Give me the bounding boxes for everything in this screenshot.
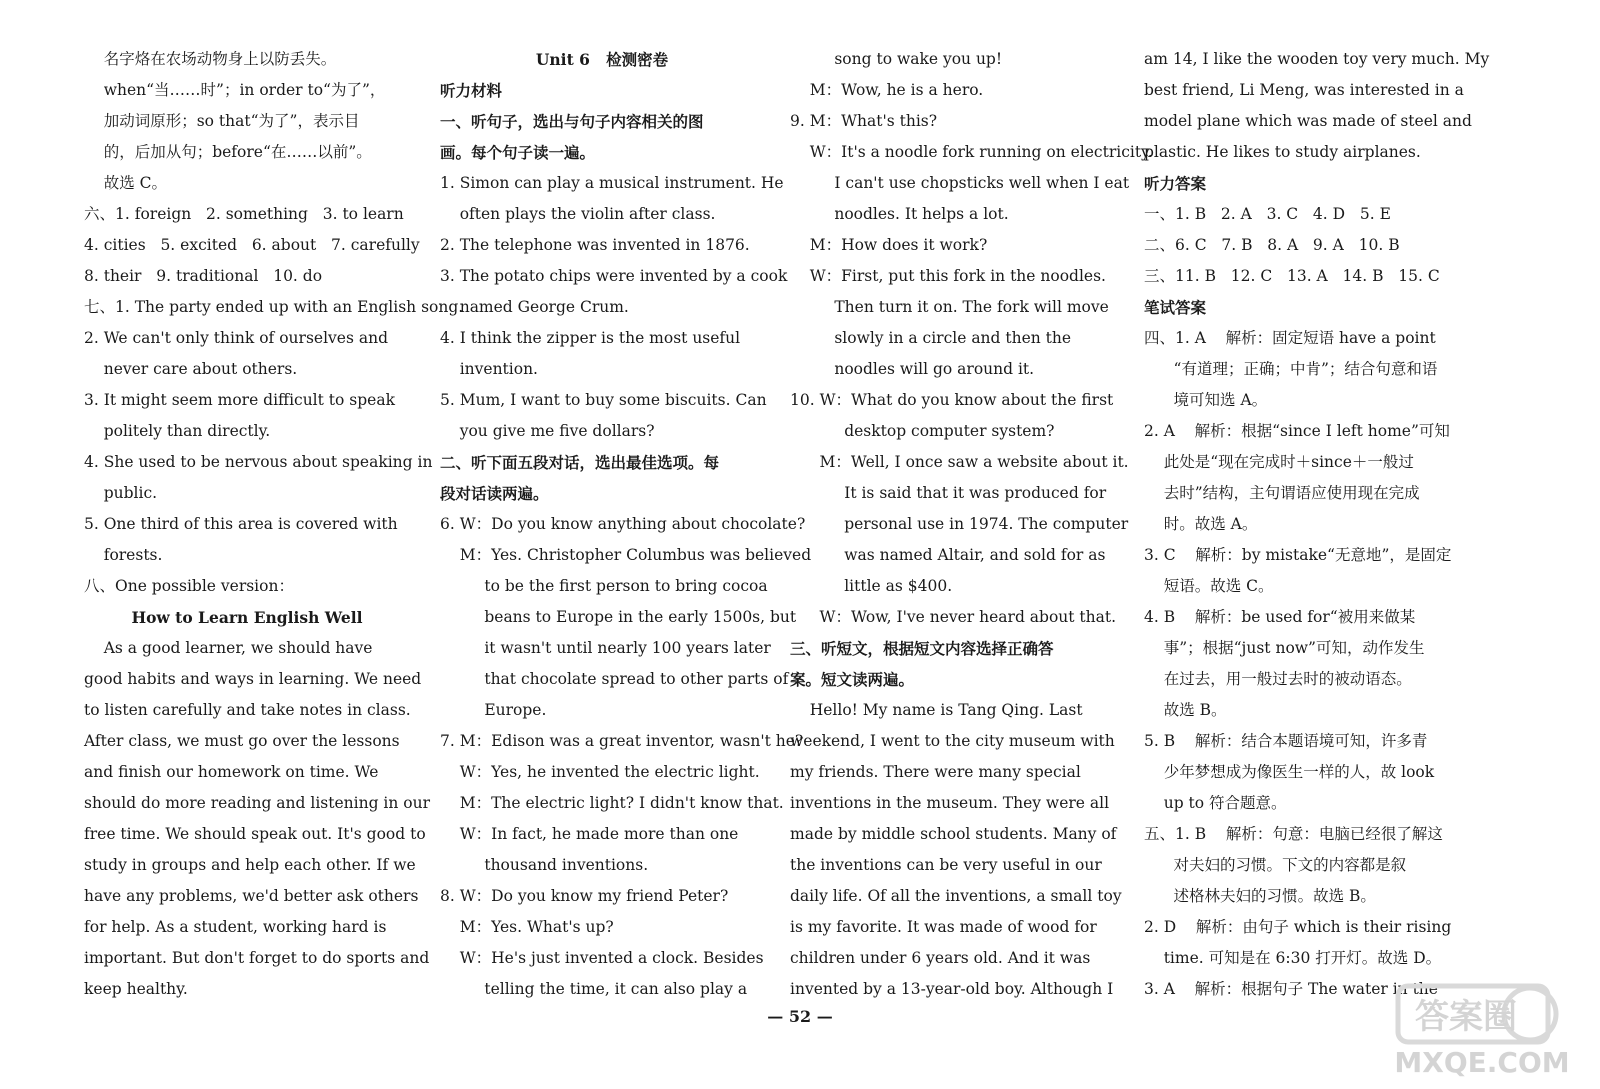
text-line: 段对话读两遍。 xyxy=(440,484,549,503)
text-line: should do more reading and listening in our xyxy=(84,794,431,812)
text-line: 四、1. A 解析：固定短语 have a point xyxy=(1144,329,1436,347)
text-line: W：In fact, he made more than one xyxy=(440,825,739,843)
page-number: — 52 — xyxy=(767,1007,833,1026)
watermark-url-text: MXQE.COM xyxy=(1394,1046,1570,1079)
text-line: M：Wow, he is a hero. xyxy=(790,81,984,99)
text-line: 笔试答案 xyxy=(1144,298,1207,317)
text-line: personal use in 1974. The computer xyxy=(790,515,1129,533)
text-line: M：Yes. Christopher Columbus was believed xyxy=(440,546,812,564)
text-line: up to 符合题意。 xyxy=(1144,794,1287,812)
text-line: slowly in a circle and then the xyxy=(790,329,1072,347)
text-line: W：It's a noodle fork running on electricity. xyxy=(790,143,1153,161)
text-line: 4. I think the zipper is the most useful xyxy=(440,329,741,347)
text-line: forests. xyxy=(84,546,163,564)
text-line: 9. M：What's this? xyxy=(790,112,938,130)
text-line: song to wake you up! xyxy=(790,50,1003,68)
text-line: desktop computer system? xyxy=(790,422,1055,440)
text-line: never care about others. xyxy=(84,360,298,378)
text-line: invented by a 13-year-old boy. Although I xyxy=(790,980,1114,998)
text-line: W：Wow, I've never heard about that. xyxy=(790,608,1117,626)
text-line: is my favorite. It was made of wood for xyxy=(790,918,1097,936)
text-line: my friends. There were many special xyxy=(790,763,1081,781)
text-line: plastic. He likes to study airplanes. xyxy=(1144,143,1421,161)
text-line: keep healthy. xyxy=(84,980,188,998)
text-line: public. xyxy=(84,484,158,502)
text-line: 8. W：Do you know my friend Peter? xyxy=(440,887,729,905)
text-line: 4. She used to be nervous about speaking in xyxy=(84,453,433,471)
text-line: 听力材料 xyxy=(440,81,503,100)
text-line: named George Crum. xyxy=(440,298,629,316)
text-line: 7. M：Edison was a great inventor, wasn't he? xyxy=(440,732,804,750)
text-line: 3. C 解析：by mistake“无意地”，是固定 xyxy=(1144,546,1452,564)
text-line: 一、1. B 2. A 3. C 4. D 5. E xyxy=(1144,205,1391,223)
text-line: noodles. It helps a lot. xyxy=(790,205,1009,223)
watermark-logo xyxy=(1380,978,1580,1078)
text-line: 二、听下面五段对话，选出最佳选项。每 xyxy=(440,453,720,472)
text-line: 时。故选 A。 xyxy=(1144,515,1258,533)
text-line: politely than directly. xyxy=(84,422,271,440)
text-line: 8. their 9. traditional 10. do xyxy=(84,267,323,285)
text-line: weekend, I went to the city museum with xyxy=(790,732,1115,750)
text-line: 述格林夫妇的习惯。故选 B。 xyxy=(1144,887,1376,905)
text-line: W：First, put this fork in the noodles. xyxy=(790,267,1106,285)
text-line: beans to Europe in the early 1500s, but xyxy=(440,608,797,626)
text-line: thousand inventions. xyxy=(440,856,649,874)
text-line: am 14, I like the wooden toy very much. My xyxy=(1144,50,1490,68)
watermark-logo-text: 答案圈 xyxy=(1415,997,1517,1037)
text-line: time. 可知是在 6:30 打开灯。故选 D。 xyxy=(1144,949,1442,967)
text-line: daily life. Of all the inventions, a small toy xyxy=(790,887,1122,905)
column-1 xyxy=(84,44,464,1005)
text-line: you give me five dollars? xyxy=(440,422,655,440)
text-line: 3. The potato chips were invented by a cook xyxy=(440,267,788,285)
text-line: 4. cities 5. excited 6. about 7. carefully xyxy=(84,236,420,254)
text-line: 5. Mum, I want to buy some biscuits. Can xyxy=(440,391,767,409)
text-line: study in groups and help each other. If we xyxy=(84,856,416,874)
text-line: After class, we must go over the lessons xyxy=(84,732,400,750)
text-line: 故选 C。 xyxy=(84,174,167,192)
text-line: when“当……时”；in order to“为了”， xyxy=(84,81,386,99)
text-line: 案。短文读两遍。 xyxy=(790,670,915,689)
text-line: invention. xyxy=(440,360,538,378)
text-line: 故选 B。 xyxy=(1144,701,1227,719)
text-line: M：The electric light? I didn't know that. xyxy=(440,794,784,812)
text-line: often plays the violin after class. xyxy=(440,205,716,223)
text-line: and finish our homework on time. We xyxy=(84,763,379,781)
text-line: 八、One possible version： xyxy=(84,577,294,595)
text-line: 3. A 解析：根据句子 The water in the xyxy=(1144,980,1438,998)
text-line: 在过去，用一般过去时的被动语态。 xyxy=(1144,670,1412,688)
text-line: little as $400. xyxy=(790,577,953,595)
text-line: to listen carefully and take notes in class. xyxy=(84,701,411,719)
text-line: Then turn it on. The fork will move xyxy=(790,298,1109,316)
text-line: model plane which was made of steel and xyxy=(1144,112,1472,130)
text-line: I can't use chopsticks well when I eat xyxy=(790,174,1130,192)
text-line: 名字烙在农场动物身上以防丢失。 xyxy=(84,50,337,68)
text-line: 10. W：What do you know about the first xyxy=(790,391,1114,409)
text-line: 加动词原形；so that“为了”，表示目 xyxy=(84,112,360,130)
text-line: 2. We can't only think of ourselves and xyxy=(84,329,388,347)
text-line: 6. W：Do you know anything about chocolate? xyxy=(440,515,806,533)
text-line: 此处是“现在完成时＋since＋一般过 xyxy=(1144,453,1414,471)
text-line: 少年梦想成为像医生一样的人，故 look xyxy=(1144,763,1435,781)
text-line: 对夫妇的习惯。下文的内容都是叙 xyxy=(1144,856,1407,874)
text-line: it wasn't until nearly 100 years later xyxy=(440,639,771,657)
column-4 xyxy=(1144,44,1490,1005)
text-line: M：How does it work? xyxy=(790,236,988,254)
text-line: How to Learn English Well xyxy=(131,608,363,627)
text-line: W：He's just invented a clock. Besides xyxy=(440,949,764,967)
text-line: 2. A 解析：根据“since I left home”可知 xyxy=(1144,422,1450,440)
text-line: 画。每个句子读一遍。 xyxy=(440,143,596,162)
text-line: best friend, Li Meng, was interested in a xyxy=(1144,81,1464,99)
text-line: good habits and ways in learning. We need xyxy=(84,670,422,688)
text-line: 三、11. B 12. C 13. A 14. B 15. C xyxy=(1144,267,1440,285)
text-line: 六、1. foreign 2. something 3. to learn xyxy=(84,205,404,223)
text-line: 短语。故选 C。 xyxy=(1144,577,1274,595)
text-line: 3. It might seem more difficult to speak xyxy=(84,391,395,409)
text-line: 2. D 解析：由句子 which is their rising xyxy=(1144,918,1452,936)
text-line: telling the time, it can also play a xyxy=(440,980,748,998)
text-line: 境可知选 A。 xyxy=(1144,391,1268,409)
text-line: It is said that it was produced for xyxy=(790,484,1107,502)
text-line: 的，后加从句；before“在……以前”。 xyxy=(84,143,372,161)
text-line: have any problems, we'd better ask others xyxy=(84,887,419,905)
text-line: to be the first person to bring cocoa xyxy=(440,577,768,595)
text-line: 去时”结构，主句谓语应使用现在完成 xyxy=(1144,484,1420,502)
text-line: Europe. xyxy=(440,701,547,719)
text-line: was named Altair, and sold for as xyxy=(790,546,1106,564)
text-line: 4. B 解析：be used for“被用来做某 xyxy=(1144,608,1416,626)
text-line: 七、1. The party ended up with an English song. xyxy=(84,298,464,316)
text-line: 2. The telephone was invented in 1876. xyxy=(440,236,750,254)
text-line: W：Yes, he invented the electric light. xyxy=(440,763,760,781)
text-line: inventions in the museum. They were all xyxy=(790,794,1110,812)
text-line: 三、听短文，根据短文内容选择正确答 xyxy=(790,639,1054,658)
text-line: M：Well, I once saw a website about it. xyxy=(790,453,1129,471)
text-line: 二、6. C 7. B 8. A 9. A 10. B xyxy=(1144,236,1400,254)
text-line: that chocolate spread to other parts of xyxy=(440,670,789,688)
text-line: Unit 6 检测密卷 xyxy=(535,50,669,69)
text-line: the inventions can be very useful in our xyxy=(790,856,1102,874)
column-2 xyxy=(440,44,812,1005)
text-line: Hello! My name is Tang Qing. Last xyxy=(790,701,1083,719)
text-line: 事”；根据“just now”可知，动作发生 xyxy=(1144,639,1425,657)
text-line: important. But don't forget to do sports and xyxy=(84,949,430,967)
text-line: M：Yes. What's up? xyxy=(440,918,614,936)
text-line: made by middle school students. Many of xyxy=(790,825,1117,843)
text-line: noodles will go around it. xyxy=(790,360,1035,378)
text-line: 一、听句子，选出与句子内容相关的图 xyxy=(440,112,704,131)
text-line: 五、1. B 解析：句意：电脑已经很了解这 xyxy=(1144,825,1443,843)
text-line: children under 6 years old. And it was xyxy=(790,949,1091,967)
text-line: “有道理；正确；中肯”；结合句意和语 xyxy=(1144,360,1438,378)
text-line: free time. We should speak out. It's good to xyxy=(84,825,426,843)
text-line: for help. As a student, working hard is xyxy=(84,918,387,936)
watermark-icon xyxy=(1380,978,1580,1078)
text-line: As a good learner, we should have xyxy=(84,639,373,657)
column-3 xyxy=(790,44,1153,1005)
text-line: 听力答案 xyxy=(1144,174,1207,193)
text-line: 5. B 解析：结合本题语境可知，许多青 xyxy=(1144,732,1428,750)
text-line: 5. One third of this area is covered with xyxy=(84,515,398,533)
text-line: 1. Simon can play a musical instrument. He xyxy=(440,174,784,192)
